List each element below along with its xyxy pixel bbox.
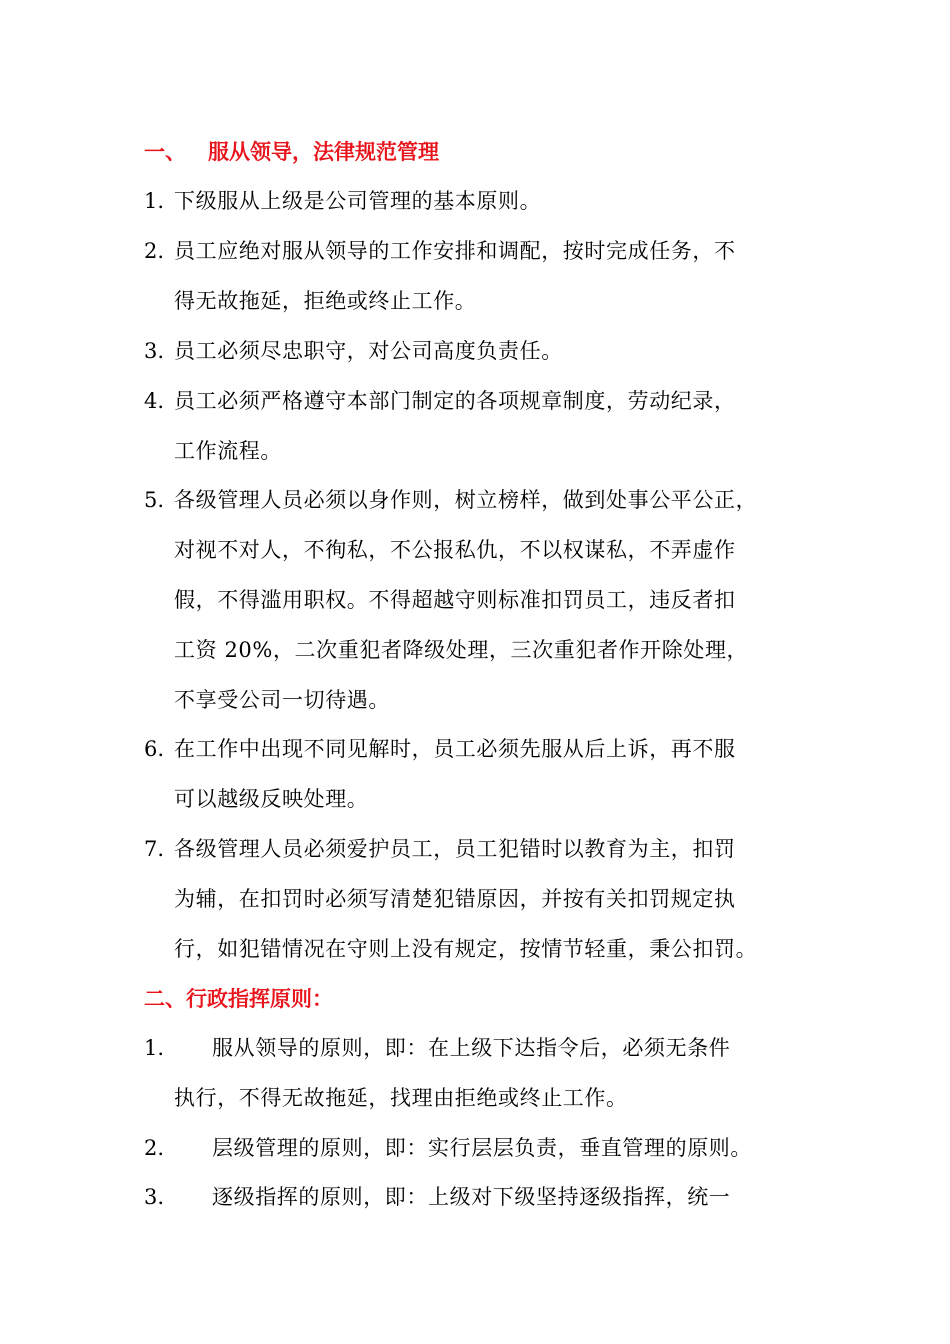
s2-item-3-line-1: 逐级指挥的原则，即：上级对下级坚持逐级指挥，统一 xyxy=(212,1185,731,1209)
s1-item-6-line-2: 可以越级反映处理。 xyxy=(174,787,369,811)
s1-item-7-number: 7. xyxy=(144,837,165,861)
s1-item-3-line-1: 员工必须尽忠职守，对公司高度负责任。 xyxy=(174,339,563,363)
s1-item-4-line-1: 员工必须严格遵守本部门制定的各项规章制度，劳动纪录， xyxy=(174,389,736,413)
s1-item-2-line-2: 得无故拖延，拒绝或终止工作。 xyxy=(174,289,477,313)
s1-item-6-number: 6. xyxy=(144,737,165,761)
s1-item-1-line-1: 下级服从上级是公司管理的基本原则。 xyxy=(174,189,542,213)
s1-item-5-line-1: 各级管理人员必须以身作则，树立榜样，做到处事公平公正， xyxy=(174,488,758,512)
s2-item-3-number: 3. xyxy=(144,1185,165,1209)
s1-item-2-line-1: 员工应绝对服从领导的工作安排和调配，按时完成任务，不 xyxy=(174,239,736,263)
s1-item-5-line-4: 工资 20%，二次重犯者降级处理，三次重犯者作开除处理， xyxy=(174,638,749,662)
s2-item-2-line-1: 层级管理的原则，即：实行层层负责，垂直管理的原则。 xyxy=(212,1136,752,1160)
s1-item-5-line-3: 假，不得滥用职权。不得超越守则标准扣罚员工，违反者扣 xyxy=(174,588,736,612)
s1-item-6-line-1: 在工作中出现不同见解时，员工必须先服从后上诉，再不服 xyxy=(174,737,736,761)
s1-item-3-number: 3. xyxy=(144,339,165,363)
s1-item-5-line-5: 不享受公司一切待遇。 xyxy=(174,688,390,712)
s1-item-5-line-2: 对视不对人，不徇私，不公报私仇，不以权谋私，不弄虚作 xyxy=(174,538,736,562)
s1-item-5-number: 5. xyxy=(144,488,165,512)
s2-item-1-number: 1. xyxy=(144,1036,165,1060)
s1-item-4-number: 4. xyxy=(144,389,165,413)
s2-item-2-number: 2. xyxy=(144,1136,165,1160)
s2-item-1-line-2: 执行，不得无故拖延，找理由拒绝或终止工作。 xyxy=(174,1086,628,1110)
s1-item-4-line-2: 工作流程。 xyxy=(174,439,282,463)
s1-item-7-line-3: 行，如犯错情况在守则上没有规定，按情节轻重，秉公扣罚。 xyxy=(174,937,758,961)
section-1-heading-number: 一、 xyxy=(144,140,186,164)
s1-item-2-number: 2. xyxy=(144,239,165,263)
section-2-heading: 二、行政指挥原则： xyxy=(144,987,333,1011)
s2-item-1-line-1: 服从领导的原则，即：在上级下达指令后，必须无条件 xyxy=(212,1036,731,1060)
section-1-heading-title: 服从领导，法律规范管理 xyxy=(208,140,439,164)
s1-item-1-number: 1. xyxy=(144,189,165,213)
s1-item-7-line-1: 各级管理人员必须爱护员工，员工犯错时以教育为主，扣罚 xyxy=(174,837,736,861)
section-1-heading xyxy=(144,138,439,166)
s1-item-7-line-2: 为辅，在扣罚时必须写清楚犯错原因，并按有关扣罚规定执 xyxy=(174,887,736,911)
